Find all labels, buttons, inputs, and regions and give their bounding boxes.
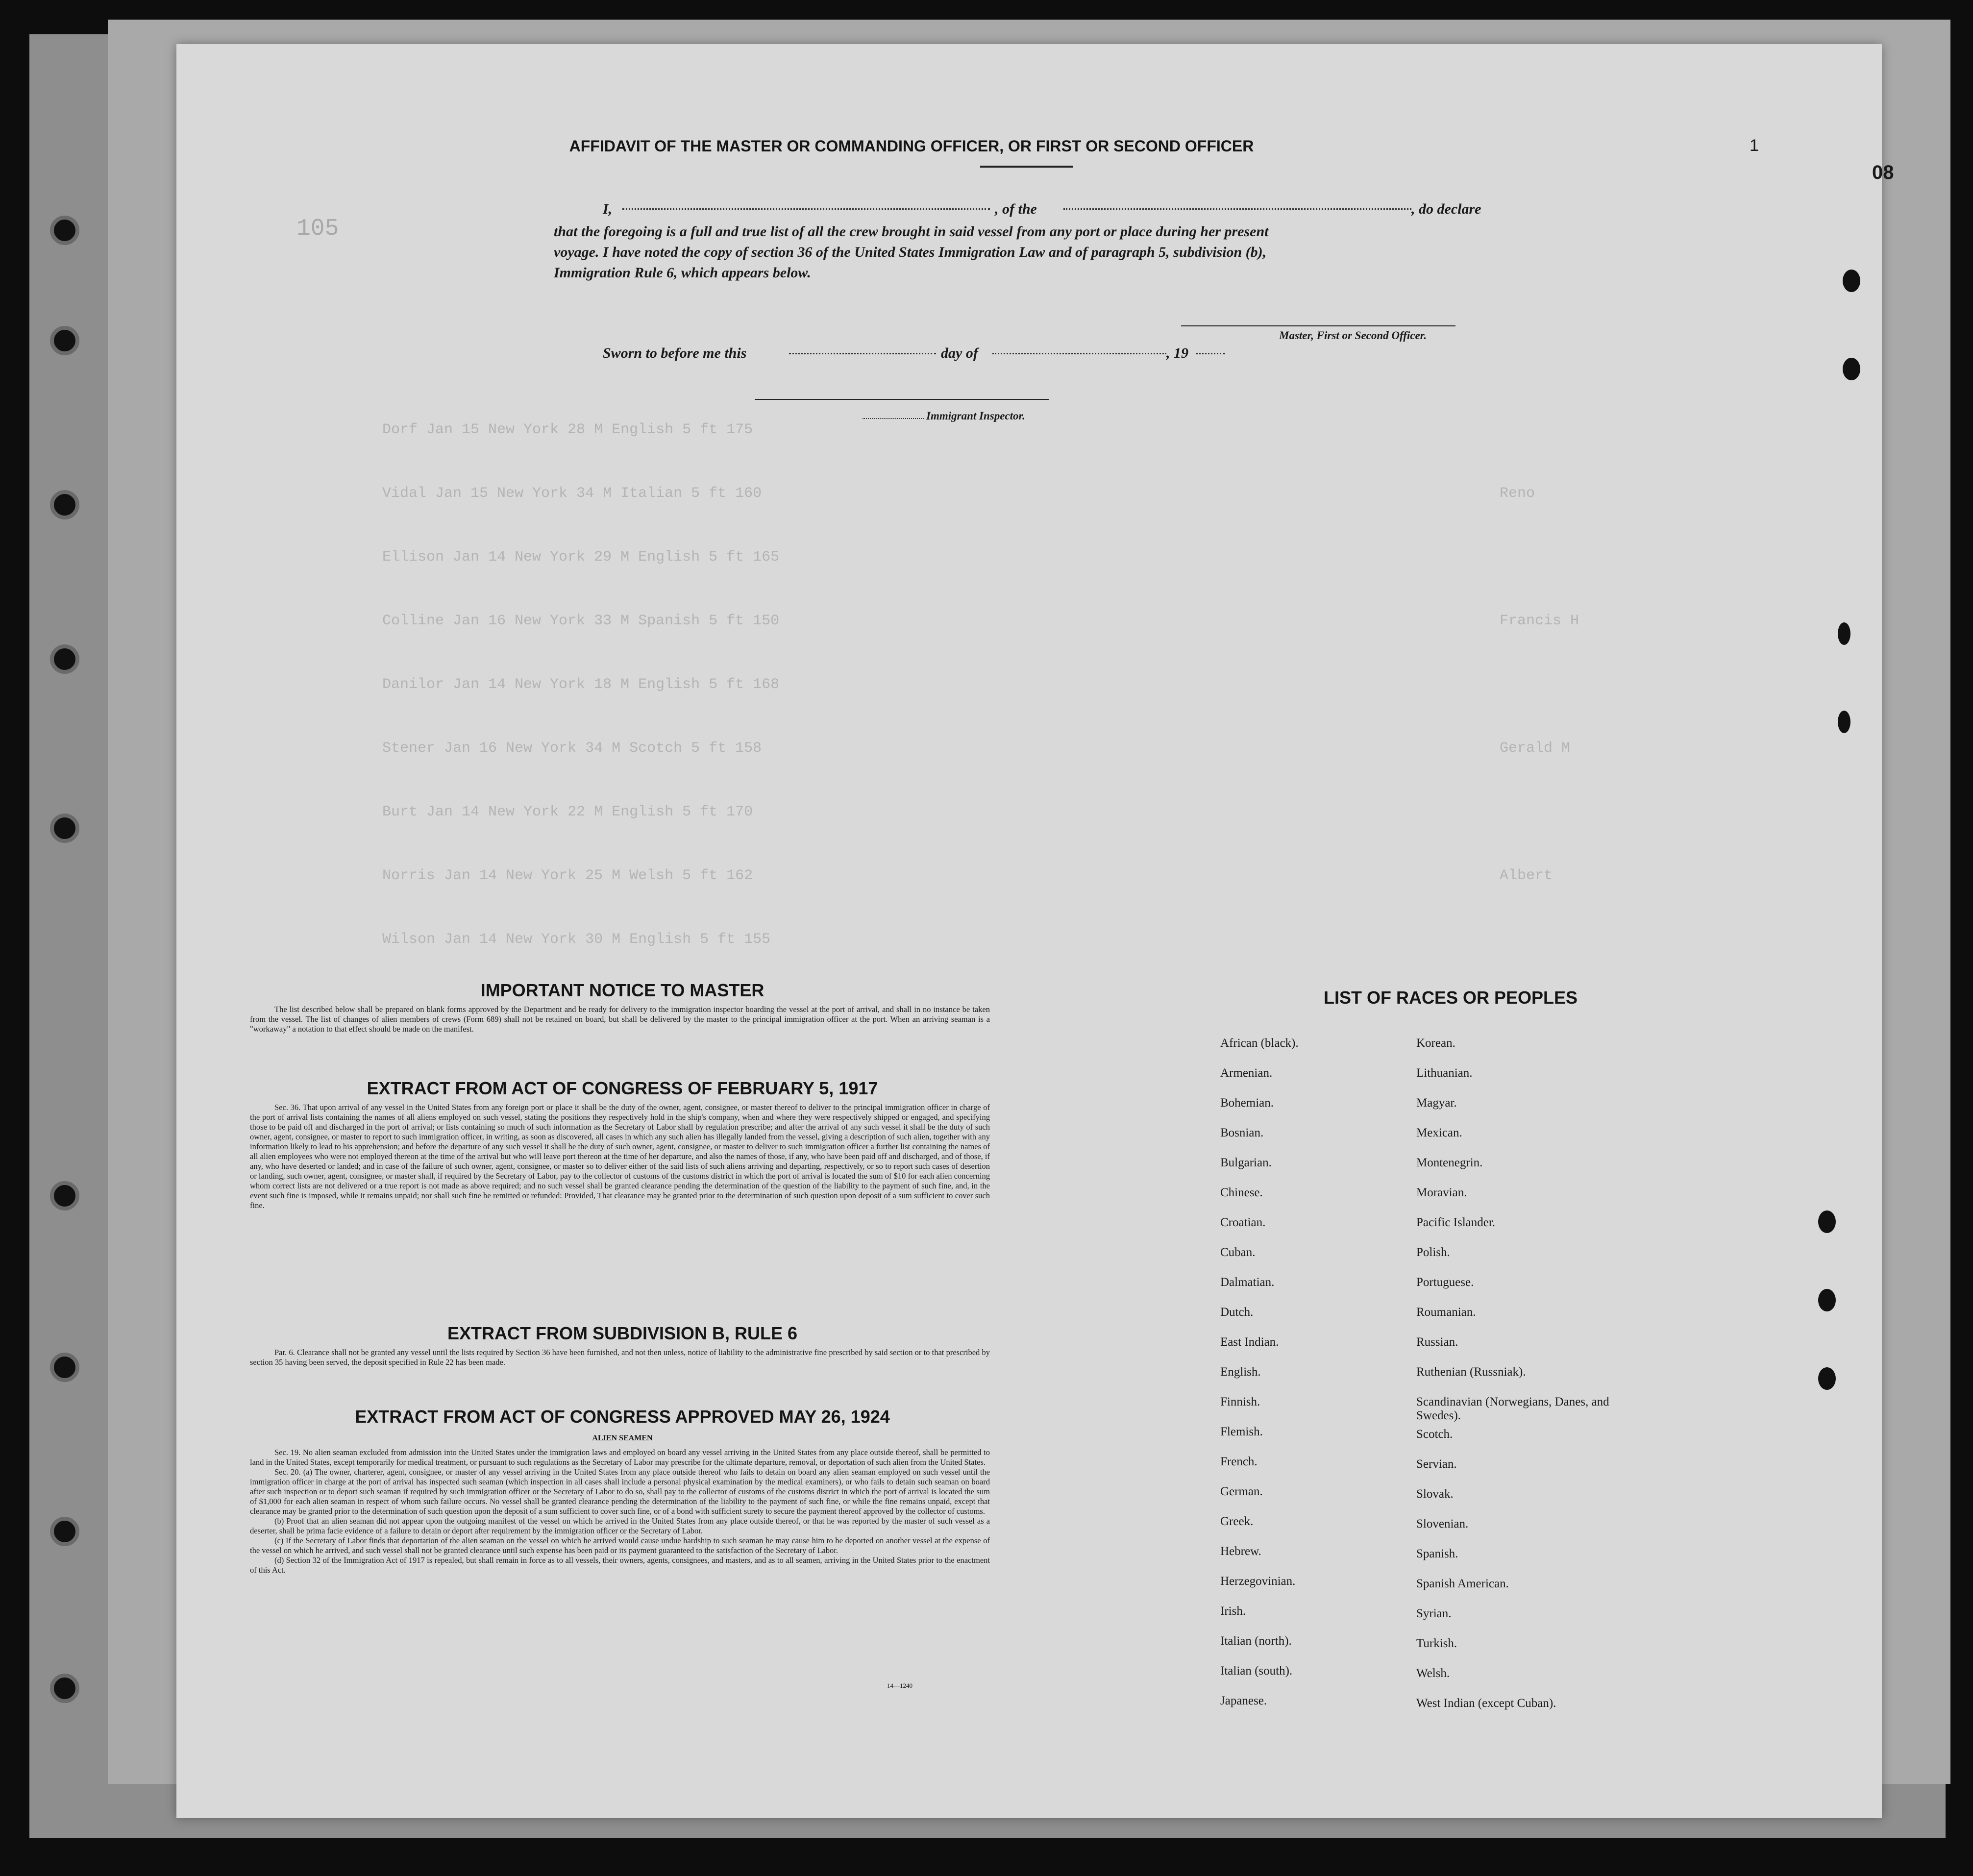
name-blank: [622, 208, 990, 210]
tick-mark: 1: [1750, 136, 1759, 155]
affidavit-i-label: I,: [603, 201, 613, 217]
margin-mark: [1838, 711, 1850, 733]
race-item: Dalmatian.: [1220, 1276, 1275, 1289]
day-of-label: day of: [941, 345, 978, 361]
race-item: Japanese.: [1220, 1694, 1267, 1707]
races-title: LIST OF RACES OR PEOPLES: [1323, 987, 1578, 1008]
binder-hole: [50, 326, 79, 355]
sec-20d: (d) Section 32 of the Immigration Act of 1917 is repealed, but shall remain in force as to all vessels, their owners, agents, consignees, and masters, and as to all seamen, arriving in the United States prior to the enactment of this Act.: [250, 1555, 990, 1575]
race-item: Herzegovinian.: [1220, 1575, 1296, 1588]
ghost-text: Danilor Jan 14 New York 18 M English 5 ft 168: [382, 676, 780, 693]
margin-mark: [1818, 1367, 1836, 1390]
ghost-text: Vidal Jan 15 New York 34 M Italian 5 ft 160: [382, 485, 762, 502]
vessel-blank: [1063, 208, 1411, 210]
race-item: French.: [1220, 1455, 1258, 1468]
race-item: Mexican.: [1416, 1126, 1462, 1139]
inspector-signature-line: [755, 399, 1049, 400]
binder-hole: [50, 1517, 79, 1546]
race-item: Lithuanian.: [1416, 1066, 1473, 1080]
ghost-text: Wilson Jan 14 New York 30 M English 5 ft 155: [382, 931, 771, 948]
margin-mark: [1818, 1210, 1836, 1233]
race-item: Spanish American.: [1416, 1577, 1509, 1590]
race-item: African (black).: [1220, 1037, 1299, 1050]
affidavit-of-the: , of the: [995, 201, 1037, 217]
race-item: Chinese.: [1220, 1186, 1263, 1199]
race-item: Roumanian.: [1416, 1306, 1476, 1319]
ghost-text: Reno: [1500, 485, 1535, 502]
race-item: Croatian.: [1220, 1216, 1266, 1229]
race-item: East Indian.: [1220, 1335, 1279, 1349]
ghost-text: Francis H: [1500, 613, 1579, 629]
act-1924-body: [250, 1448, 990, 1575]
title-underline: [980, 166, 1073, 168]
rule-6-body: Par. 6. Clearance shall not be granted any vessel until the lists required by Section 36 have been furnished, and not then unless, notice of liability to the administrative fine prescribed by said section or to that prescribed by section 35 having been served, the deposit specified in Rule 22 has been made.: [250, 1348, 990, 1367]
sworn-label: Sworn to before me this: [603, 345, 747, 361]
ghost-text: Norris Jan 14 New York 25 M Welsh 5 ft 162: [382, 867, 753, 884]
ghost-text: Albert: [1500, 867, 1553, 884]
race-item: Turkish.: [1416, 1637, 1457, 1650]
ghost-text: Gerald M: [1500, 740, 1571, 757]
race-item: West Indian (except Cuban).: [1416, 1697, 1556, 1710]
sworn-month-blank: [992, 353, 1166, 354]
race-item: Slovak.: [1416, 1487, 1454, 1501]
binder-hole: [50, 1181, 79, 1210]
race-item: Armenian.: [1220, 1066, 1273, 1080]
binder-hole: [50, 1674, 79, 1703]
race-item: Polish.: [1416, 1246, 1450, 1259]
race-item: Welsh.: [1416, 1667, 1450, 1680]
document-sheet: [176, 44, 1894, 1818]
race-item: Bohemian.: [1220, 1096, 1274, 1110]
binder-hole: [50, 490, 79, 519]
margin-mark: [1843, 270, 1860, 292]
race-item: Flemish.: [1220, 1425, 1263, 1438]
ghost-text: Burt Jan 14 New York 22 M English 5 ft 170: [382, 804, 753, 820]
race-item: Italian (north).: [1220, 1634, 1292, 1648]
form-number: 14—1240: [887, 1682, 913, 1689]
sec-20b: (b) Proof that an alien seaman did not appear upon the outgoing manifest of the vessel on which he arrived in the United States from any place outside thereof, or that he was reported by the master of such vessel as a deserter, shall be prima facie evidence of a failure to detain or deport after requirement by the immigration officer or the Secretary of Labor.: [250, 1516, 990, 1535]
race-item: Scotch.: [1416, 1428, 1453, 1441]
sec-20a: Sec. 20. (a) The owner, charterer, agent, consignee, or master of any vessel arriving in the United States from any place outside thereof who fails to detain on board any alien seaman employed on such vessel until the immigration officer in charge at the port of arrival has inspected such seaman (which inspection in all cases shall include a personal physical examination by the medical examiners), or who fails to detain such seaman on board after such inspection or to deport such seaman if required by such immigration officer or the Secretary of Labor to do so, shall pay to the collector of customs of the customs district in which the port of arrival is located the sum of $1,000 for each alien seaman in respect of whom such failure occurs. No vessel shall be granted clearance pending the determination of the liability to the payment of such fine, or while the fine remains unpaid, except that clearance may be granted prior to the determination of such question upon the deposit of a sum sufficient to cover such fine, or of a bond with sufficient surety to secure the payment thereof approved by the collector of customs.: [250, 1467, 990, 1516]
race-item: Finnish.: [1220, 1395, 1260, 1408]
binder-hole: [50, 1353, 79, 1382]
race-item: English.: [1220, 1365, 1261, 1379]
race-item: Cuban.: [1220, 1246, 1256, 1259]
race-item: Russian.: [1416, 1335, 1458, 1349]
race-item: Hebrew.: [1220, 1545, 1261, 1558]
sec-20c: (c) If the Secretary of Labor finds that deportation of the alien seaman on the vessel on which he arrived would cause undue hardship to such seaman he may cause him to be deported on another vessel at the expense of the vessel on which he arrived, and such vessel shall not be granted clearance until such expense has been paid or its payment guaranteed to the satisfaction of the Secretary of Labor.: [250, 1536, 990, 1555]
race-item: Bosnian.: [1220, 1126, 1264, 1139]
race-item: Portuguese.: [1416, 1276, 1474, 1289]
race-item: Dutch.: [1220, 1306, 1254, 1319]
ghost-text: Dorf Jan 15 New York 28 M English 5 ft 175: [382, 421, 753, 438]
affidavit-line-1: that the foregoing is a full and true list of all the crew brought in said vessel from any port or place during her present: [554, 223, 1269, 240]
race-item: Magyar.: [1416, 1096, 1457, 1110]
act-1917-title: EXTRACT FROM ACT OF CONGRESS OF FEBRUARY 5, 1917: [367, 1078, 878, 1098]
alien-seamen-subtitle: ALIEN SEAMEN: [592, 1434, 653, 1442]
inspector-dots: [863, 418, 924, 419]
binder-hole: [50, 814, 79, 843]
race-item: Ruthenian (Russniak).: [1416, 1365, 1526, 1379]
binder-hole: [50, 644, 79, 674]
year-blank: [1196, 353, 1225, 354]
ghost-text: Ellison Jan 14 New York 29 M English 5 ft 165: [382, 549, 780, 566]
race-item: Korean.: [1416, 1037, 1455, 1050]
race-item: Spanish.: [1416, 1547, 1458, 1560]
year-label: , 19: [1166, 345, 1188, 361]
ghost-text: Colline Jan 16 New York 33 M Spanish 5 ft 150: [382, 613, 780, 629]
notice-body: The list described below shall be prepared on blank forms approved by the Department and be ready for delivery to the immigration inspector boarding the vessel at the port of arrival, and shall in no instance be taken from the vessel. The list of changes of alien members of crews (Form 689) shall not be retained on board, but shall be delivered by the master to the principal immigration officer at the port. When an arriving seaman is a "workaway" a notation to that effect should be made on the manifest.: [250, 1005, 990, 1034]
race-item: Irish.: [1220, 1604, 1246, 1618]
race-item: German.: [1220, 1485, 1263, 1498]
master-signature-line: [1181, 325, 1455, 326]
inspector-label: Immigrant Inspector.: [926, 410, 1025, 422]
affidavit-title: AFFIDAVIT OF THE MASTER OR COMMANDING OFFICER, OR FIRST OR SECOND OFFICER: [569, 137, 1254, 155]
margin-mark: [1843, 358, 1860, 380]
race-item: Scandinavian (Norwegians, Danes, and Swedes).: [1416, 1395, 1609, 1422]
affidavit-do-declare: , do declare: [1411, 201, 1481, 217]
rule-6-title: EXTRACT FROM SUBDIVISION B, RULE 6: [447, 1323, 798, 1343]
race-item: Slovenian.: [1416, 1517, 1469, 1530]
master-signature-label: Master, First or Second Officer.: [1279, 329, 1427, 342]
sec-19: Sec. 19. No alien seaman excluded from admission into the United States under the immigration laws and employed on board any vessel arriving in the United States from any place outside thereof, shall be permitted to land in the United States, except temporarily for medical treatment, or pursuant to such regulations as the Secretary of Labor may prescribe for the ultimate departure, removal, or deportation of such alien from the United States.: [250, 1448, 990, 1467]
page-number: 08: [1872, 162, 1894, 183]
race-item: Syrian.: [1416, 1607, 1452, 1620]
race-item: Greek.: [1220, 1515, 1254, 1528]
notice-title: IMPORTANT NOTICE TO MASTER: [480, 980, 765, 1000]
race-item: Bulgarian.: [1220, 1156, 1272, 1169]
race-item: Moravian.: [1416, 1186, 1467, 1199]
races-right-column: [1416, 1037, 1622, 1727]
act-1917-body: Sec. 36. That upon arrival of any vessel in the United States from any foreign port or place it shall be the duty of the owner, agent, consignee, or master thereof to deliver to the principal immigration officer in charge of the port of arrival lists containing the names of all aliens employed on such vessel, stating the positions they respectively hold in the ship's company, when and where they were respectively shipped or engaged, and specifying those to be paid off and discharged in the port of arrival; or lists containing so much of such information as the Secretary of Labor shall by regulation prescribe; and after the arrival of any such vessel it shall be the duty of such owner, agent, consignee, or master to report to such immigration officer, in writing, as soon as discovered, all cases in which any such alien has illegally landed from the vessel, giving a description of such alien, together with any information likely to lead to his apprehension; and before the departure of any such vessel it shall be the duty of such owner, agent, consignee, or master to deliver to such immigration officer a further list containing the names of all alien employees who were not employed thereon at the time of the arrival but who will leave port thereon at the time of her departure, and also the names of those, if any, who have been paid off and discharged, and of those, if any, who have deserted or landed; and in case of the failure of such owner, agent, consignee, or master so to deliver either of the said lists of such aliens arriving and departing, respectively, or so to report such cases of desertion or landing, such owner, agent, consignee, or master shall, if required by the Secretary of Labor, pay to the collector of customs of the customs district in which the port of arrival is located the sum of $10 for each alien concerning whom correct lists are not delivered or a true report is not made as above required; and no such vessel shall be granted clearance pending the determination of the question of the liability to the payment of such fine, and, in the event such fine is imposed, while it remains unpaid; nor shall such fine be remitted or refunded: Provided, That clearance may be granted prior to the determination of such question upon deposit of a sum sufficient to cover such fine.: [250, 1103, 990, 1210]
races-left-column: [1220, 1037, 1406, 1724]
race-item: Servian.: [1416, 1457, 1457, 1471]
race-item: Montenegrin.: [1416, 1156, 1483, 1169]
affidavit-line-3: Immigration Rule 6, which appears below.: [554, 265, 811, 281]
race-item: Pacific Islander.: [1416, 1216, 1496, 1229]
ghost-text: Stener Jan 16 New York 34 M Scotch 5 ft 158: [382, 740, 762, 757]
margin-mark: [1838, 622, 1850, 645]
affidavit-line-2: voyage. I have noted the copy of section 36 of the United States Immigration Law and of paragraph 5, subdivision (b),: [554, 244, 1267, 260]
race-item: Italian (south).: [1220, 1664, 1293, 1678]
margin-mark: [1818, 1289, 1836, 1311]
sworn-day-blank: [789, 353, 936, 354]
binder-hole: [50, 216, 79, 245]
margin-stamp: 105: [296, 216, 339, 242]
act-1924-title: EXTRACT FROM ACT OF CONGRESS APPROVED MAY 26, 1924: [355, 1407, 890, 1427]
